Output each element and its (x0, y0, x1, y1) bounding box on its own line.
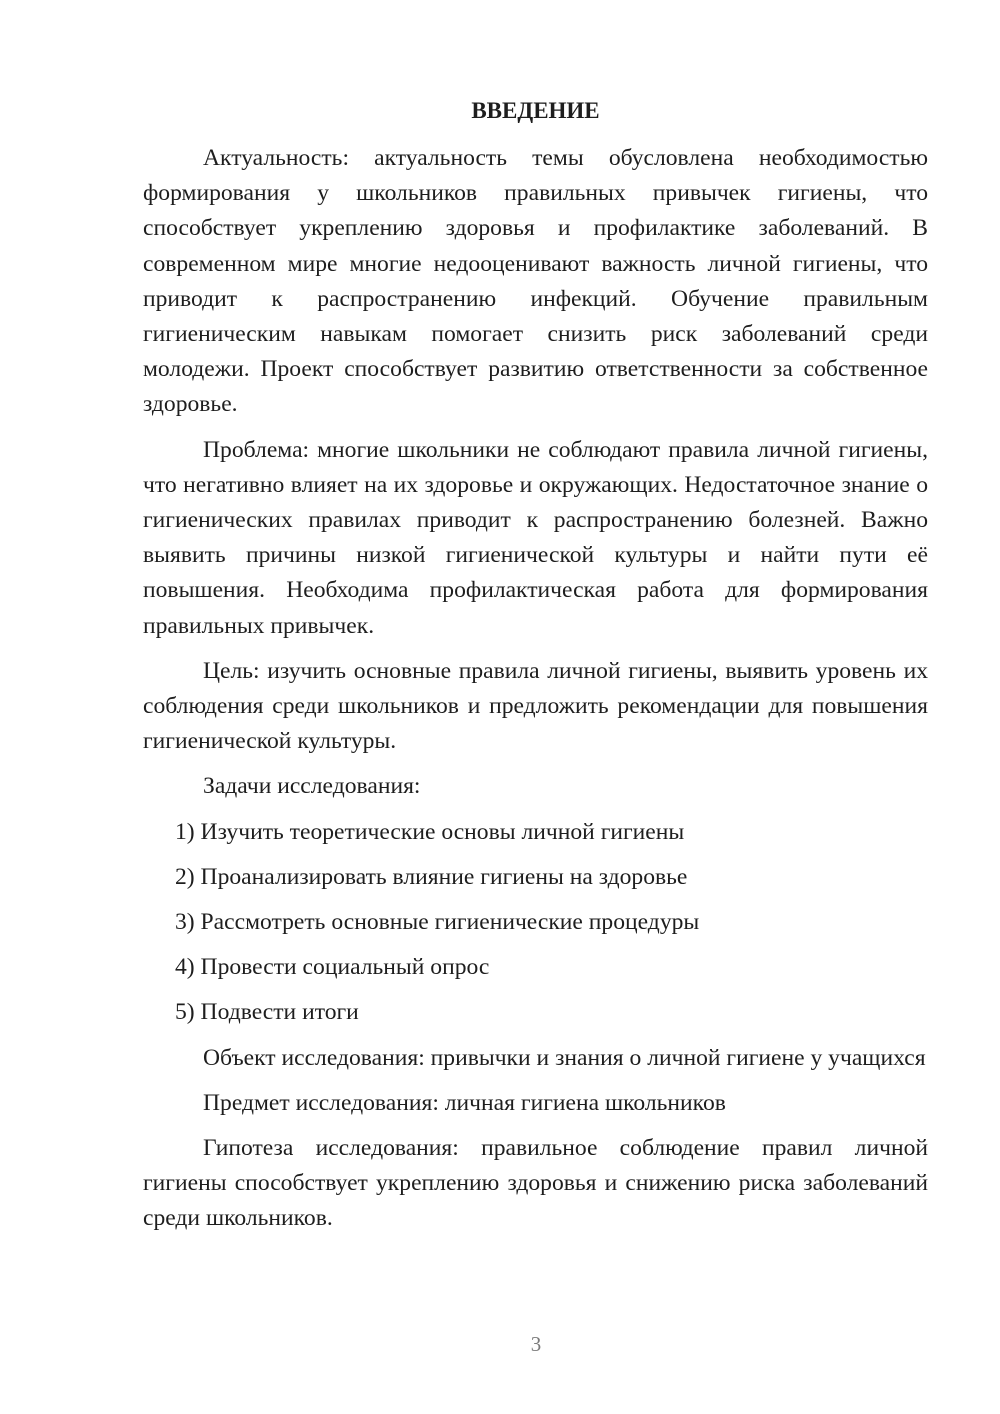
hypothesis-paragraph: Гипотеза исследования: правильное соблюдение правил личной гигиены способствует укреплению здоровья и снижению риска заболеваний среди школьников. (143, 1135, 928, 1232)
list-item: 2) Проанализировать влияние гигиены на здоровье (175, 863, 688, 890)
subject-paragraph: Предмет исследования: личная гигиена школьников (203, 1089, 726, 1116)
goal-paragraph: Цель: изучить основные правила личной гигиены, выявить уровень их соблюдения среди школьников и предложить рекомендации для повышения гигиенической культуры. (143, 657, 928, 755)
page-number: 3 (530, 1332, 542, 1356)
tasks-list (143, 815, 928, 1031)
object-paragraph: Объект исследования: привычки и знания о личной гигиене у учащихся (203, 1044, 926, 1071)
relevance-paragraph: Актуальность: актуальность темы обусловлена необходимостью формирования у школьников правильных привычек гигиены, что способствует укреплению здоровья и профилактике заболеваний. В современном мире многие недооценивают важность личной гигиены, что приводит к распространению инфекций. Обучение правильным гигиеническим навыкам помогает снизить риск заболеваний среди молодежи. Проект способствует развитию ответственности за собственное здоровье. (143, 145, 928, 418)
list-item: 5) Подвести итоги (175, 999, 359, 1026)
page-body (143, 94, 928, 1237)
tasks-title: Задачи исследования: (203, 773, 421, 800)
list-item: 3) Рассмотреть основные гигиенические процедуры (175, 909, 700, 936)
page-title: ВВЕДЕНИЕ (471, 98, 600, 123)
list-item: 4) Провести социальный опрос (175, 954, 490, 981)
list-item: 1) Изучить теоретические основы личной гигиены (175, 818, 685, 845)
problem-paragraph: Проблема: многие школьники не соблюдают правила личной гигиены, что негативно влияет на их здоровье и окружающих. Недостаточное знание о гигиенических правилах приводит к распространению болезней. Важно выявить причины низкой гигиенической культуры и найти пути её повышения. Необходима профилактическая работа для формирования правильных привычек. (143, 436, 928, 639)
